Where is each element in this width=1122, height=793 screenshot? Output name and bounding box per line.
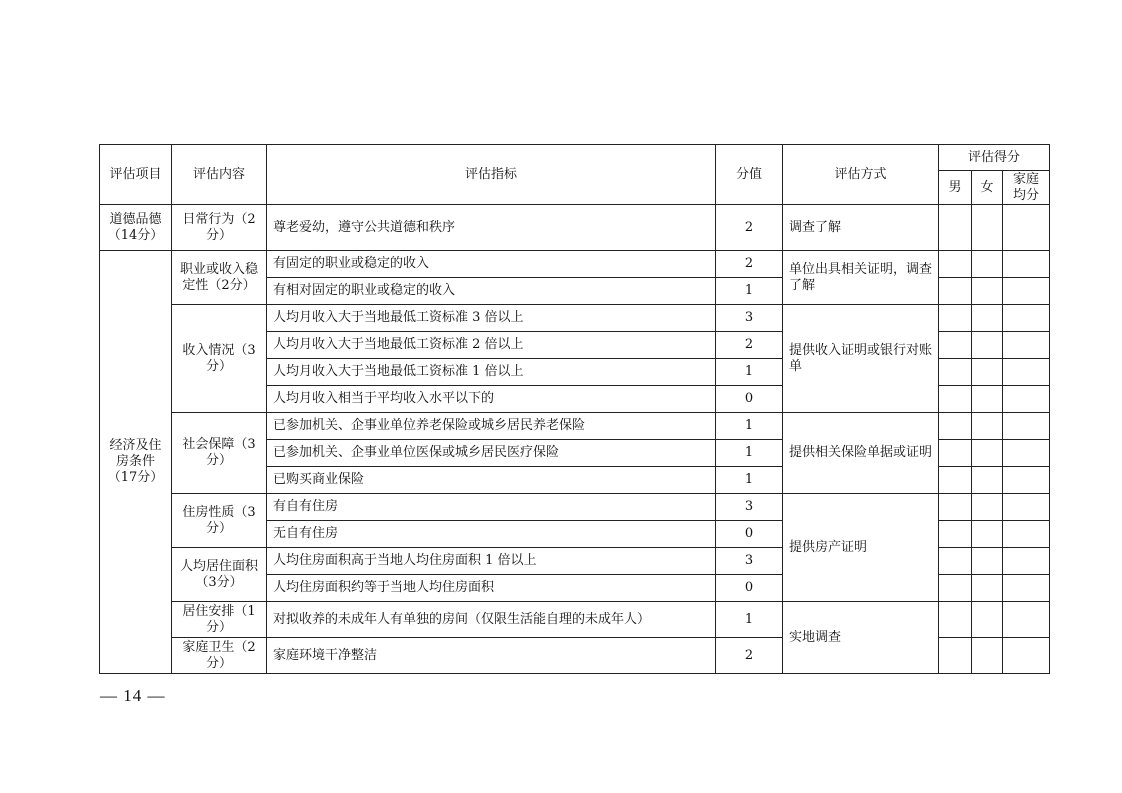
score-cell: 1 bbox=[716, 440, 783, 467]
male-score-cell bbox=[939, 548, 972, 575]
score-cell: 3 bbox=[716, 305, 783, 332]
page-number: — 14 — bbox=[100, 686, 166, 705]
score-cell: 1 bbox=[716, 602, 783, 638]
indicator-cell: 对拟收养的未成年人有单独的房间（仅限生活能自理的未成年人） bbox=[267, 602, 716, 638]
score-cell: 1 bbox=[716, 278, 783, 305]
method-cell: 提供相关保险单据或证明 bbox=[783, 413, 939, 494]
female-score-cell bbox=[972, 359, 1003, 386]
score-cell: 1 bbox=[716, 467, 783, 494]
content-cell: 住房性质（3分） bbox=[172, 494, 267, 548]
table-row bbox=[100, 251, 1050, 278]
female-score-cell bbox=[972, 638, 1003, 674]
family-avg-cell bbox=[1003, 332, 1050, 359]
family-avg-cell bbox=[1003, 359, 1050, 386]
female-score-cell bbox=[972, 467, 1003, 494]
indicator-cell: 家庭环境干净整洁 bbox=[267, 638, 716, 674]
female-score-cell bbox=[972, 386, 1003, 413]
score-cell: 0 bbox=[716, 521, 783, 548]
item-cell: 道德品德（14分） bbox=[100, 205, 172, 251]
header-score: 分值 bbox=[716, 145, 783, 205]
table-row bbox=[100, 413, 1050, 440]
family-avg-cell bbox=[1003, 205, 1050, 251]
score-cell: 3 bbox=[716, 494, 783, 521]
score-cell: 0 bbox=[716, 575, 783, 602]
score-cell: 0 bbox=[716, 386, 783, 413]
score-cell: 2 bbox=[716, 638, 783, 674]
family-avg-cell bbox=[1003, 305, 1050, 332]
family-avg-cell bbox=[1003, 521, 1050, 548]
male-score-cell bbox=[939, 332, 972, 359]
male-score-cell bbox=[939, 575, 972, 602]
header-content: 评估内容 bbox=[172, 145, 267, 205]
family-avg-cell bbox=[1003, 602, 1050, 638]
male-score-cell bbox=[939, 467, 972, 494]
male-score-cell bbox=[939, 205, 972, 251]
header-result: 评估得分 bbox=[939, 145, 1050, 171]
male-score-cell bbox=[939, 251, 972, 278]
female-score-cell bbox=[972, 332, 1003, 359]
male-score-cell bbox=[939, 278, 972, 305]
content-cell: 日常行为（2分） bbox=[172, 205, 267, 251]
method-cell: 提供房产证明 bbox=[783, 494, 939, 602]
female-score-cell bbox=[972, 413, 1003, 440]
male-score-cell bbox=[939, 521, 972, 548]
male-score-cell bbox=[939, 305, 972, 332]
score-cell: 2 bbox=[716, 205, 783, 251]
content-cell: 社会保障（3分） bbox=[172, 413, 267, 494]
family-avg-cell bbox=[1003, 413, 1050, 440]
header-male: 男 bbox=[939, 171, 972, 205]
score-cell: 1 bbox=[716, 413, 783, 440]
indicator-cell: 无自有住房 bbox=[267, 521, 716, 548]
male-score-cell bbox=[939, 494, 972, 521]
method-cell: 提供收入证明或银行对账单 bbox=[783, 305, 939, 413]
family-avg-cell bbox=[1003, 467, 1050, 494]
header-method: 评估方式 bbox=[783, 145, 939, 205]
family-avg-cell bbox=[1003, 575, 1050, 602]
indicator-cell: 已购买商业保险 bbox=[267, 467, 716, 494]
female-score-cell bbox=[972, 521, 1003, 548]
header-indicator: 评估指标 bbox=[267, 145, 716, 205]
female-score-cell bbox=[972, 440, 1003, 467]
content-cell: 人均居住面积（3分） bbox=[172, 548, 267, 602]
method-cell: 单位出具相关证明，调查了解 bbox=[783, 251, 939, 305]
female-score-cell bbox=[972, 494, 1003, 521]
female-score-cell bbox=[972, 205, 1003, 251]
family-avg-cell bbox=[1003, 638, 1050, 674]
family-avg-cell bbox=[1003, 278, 1050, 305]
family-avg-cell bbox=[1003, 251, 1050, 278]
indicator-cell: 有自有住房 bbox=[267, 494, 716, 521]
item-cell: 经济及住房条件（17分） bbox=[100, 251, 172, 674]
indicator-cell: 人均月收入大于当地最低工资标准 1 倍以上 bbox=[267, 359, 716, 386]
header-family-avg: 家庭均分 bbox=[1003, 171, 1050, 205]
score-cell: 2 bbox=[716, 332, 783, 359]
family-avg-cell bbox=[1003, 386, 1050, 413]
male-score-cell bbox=[939, 386, 972, 413]
female-score-cell bbox=[972, 251, 1003, 278]
indicator-cell: 人均住房面积高于当地人均住房面积 1 倍以上 bbox=[267, 548, 716, 575]
indicator-cell: 有固定的职业或稳定的收入 bbox=[267, 251, 716, 278]
male-score-cell bbox=[939, 413, 972, 440]
table-row bbox=[100, 494, 1050, 521]
indicator-cell: 尊老爱幼，遵守公共道德和秩序 bbox=[267, 205, 716, 251]
indicator-cell: 人均月收入大于当地最低工资标准 2 倍以上 bbox=[267, 332, 716, 359]
male-score-cell bbox=[939, 440, 972, 467]
content-cell: 家庭卫生（2分） bbox=[172, 638, 267, 674]
indicator-cell: 人均月收入相当于平均收入水平以下的 bbox=[267, 386, 716, 413]
female-score-cell bbox=[972, 278, 1003, 305]
female-score-cell bbox=[972, 305, 1003, 332]
header-item: 评估项目 bbox=[100, 145, 172, 205]
method-cell: 实地调查 bbox=[783, 602, 939, 674]
table-row bbox=[100, 205, 1050, 251]
content-cell: 收入情况（3分） bbox=[172, 305, 267, 413]
family-avg-cell bbox=[1003, 440, 1050, 467]
score-cell: 1 bbox=[716, 359, 783, 386]
female-score-cell bbox=[972, 575, 1003, 602]
female-score-cell bbox=[972, 602, 1003, 638]
indicator-cell: 已参加机关、企事业单位医保或城乡居民医疗保险 bbox=[267, 440, 716, 467]
indicator-cell: 有相对固定的职业或稳定的收入 bbox=[267, 278, 716, 305]
method-cell: 调查了解 bbox=[783, 205, 939, 251]
family-avg-cell bbox=[1003, 494, 1050, 521]
table-row bbox=[100, 305, 1050, 332]
content-cell: 职业或收入稳定性（2分） bbox=[172, 251, 267, 305]
evaluation-table bbox=[99, 144, 1050, 674]
family-avg-cell bbox=[1003, 548, 1050, 575]
header-female: 女 bbox=[972, 171, 1003, 205]
content-cell: 居住安排（1分） bbox=[172, 602, 267, 638]
male-score-cell bbox=[939, 359, 972, 386]
score-cell: 2 bbox=[716, 251, 783, 278]
table-row bbox=[100, 602, 1050, 638]
indicator-cell: 人均月收入大于当地最低工资标准 3 倍以上 bbox=[267, 305, 716, 332]
male-score-cell bbox=[939, 638, 972, 674]
indicator-cell: 已参加机关、企事业单位养老保险或城乡居民养老保险 bbox=[267, 413, 716, 440]
male-score-cell bbox=[939, 602, 972, 638]
indicator-cell: 人均住房面积约等于当地人均住房面积 bbox=[267, 575, 716, 602]
female-score-cell bbox=[972, 548, 1003, 575]
score-cell: 3 bbox=[716, 548, 783, 575]
